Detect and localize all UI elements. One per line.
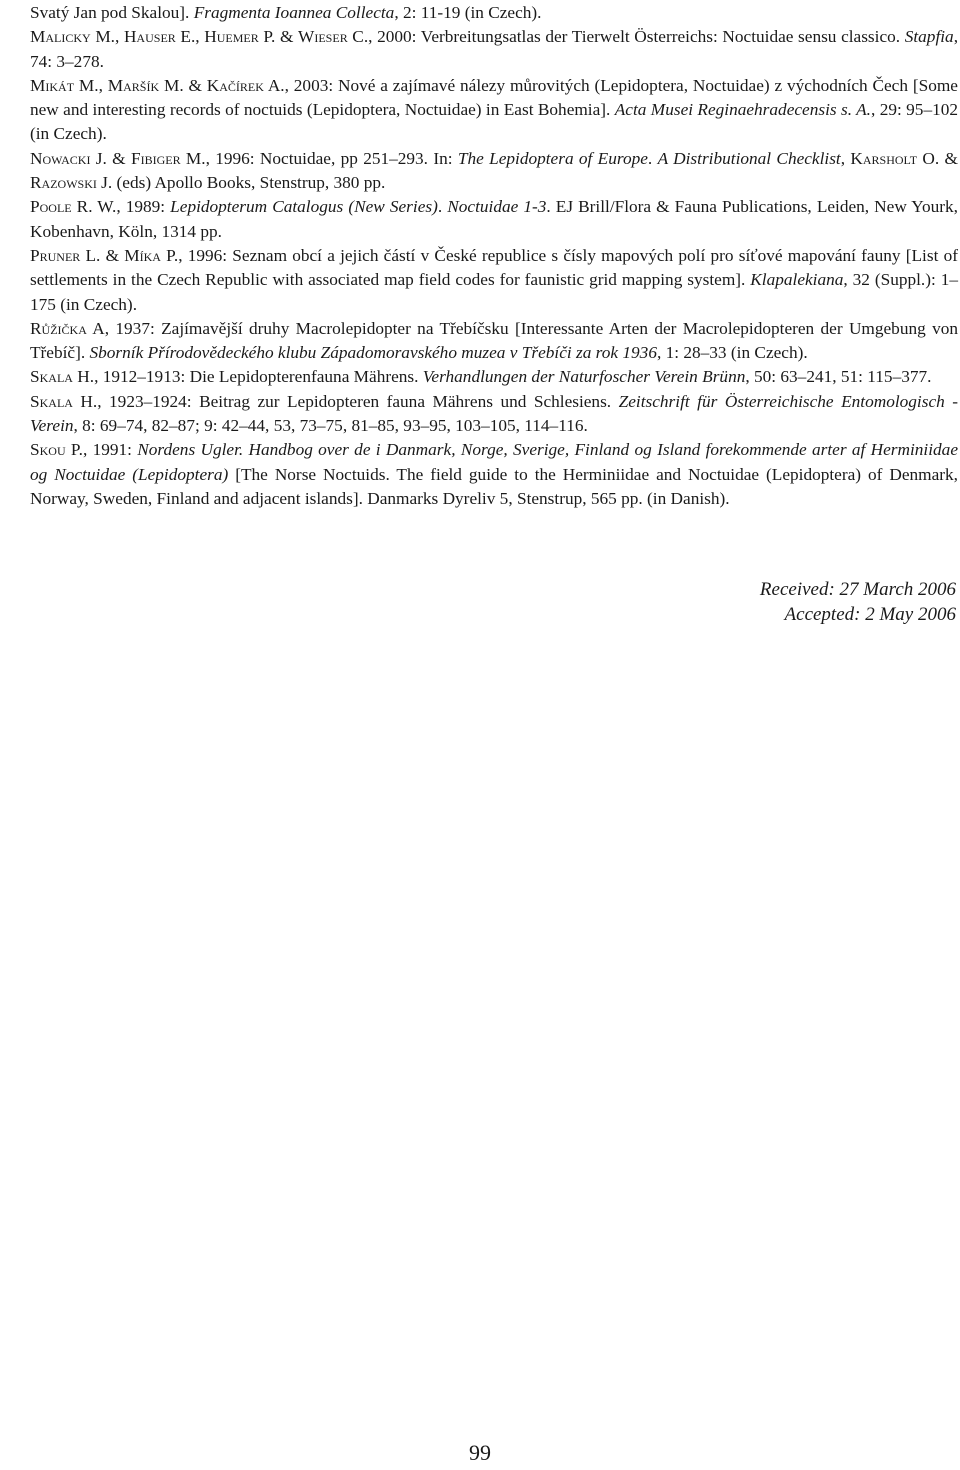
reference-text: , 50: 63–241, 51: 115–377.: [745, 367, 932, 387]
reference-text: , 1937: Zajímavější druhy Macrolepidopter na Třebíčsku [Interessante Arten der Macrolepidopteren der Umgebung von Třebíč].: [30, 318, 958, 363]
reference-text: ,: [115, 27, 124, 47]
reference-author: Karsholt O.: [850, 148, 940, 168]
reference-italic-text: The Lepidoptera of Europe: [457, 148, 648, 168]
reference-text: &: [183, 75, 207, 95]
submission-dates: [760, 578, 956, 627]
reference-text: , 32 (Suppl.): 1–175 (in Czech).: [30, 270, 959, 314]
reference-italic-text: Lepidopterum Catalogus (New Series): [170, 197, 438, 217]
reference-italic-text: Acta Musei Reginaehradecensis s. A.: [614, 100, 871, 120]
reference-text: , 29: 95–102 (in Czech).: [30, 100, 959, 144]
reference-text: &: [100, 245, 125, 265]
reference-entry: [30, 244, 958, 317]
reference-author: Skala H.: [30, 367, 95, 387]
page-number: 99: [469, 1440, 491, 1465]
reference-entry: [30, 317, 958, 366]
reference-author: Růžička A: [30, 318, 105, 338]
reference-italic-text: Noctuidae 1-3: [447, 197, 547, 217]
reference-text: , 2: 11-19 (in Czech).: [394, 3, 542, 22]
reference-italic-text: Verhandlungen der Naturfoscher Verein Brünn: [422, 367, 746, 387]
reference-text: &: [275, 27, 299, 47]
reference-text: ,: [840, 148, 851, 168]
reference-author: Wieser C.: [298, 27, 369, 47]
accepted-date: Accepted: 2 May 2006: [784, 603, 956, 625]
reference-author: Poole R. W.: [30, 197, 117, 217]
reference-author: Razowski J.: [30, 173, 113, 193]
reference-text: .: [437, 197, 448, 217]
reference-author: Pruner L.: [30, 245, 101, 265]
reference-text: .: [647, 148, 658, 168]
reference-text: , 1996: Seznam obcí a jejich částí v České republice s čísly mapových polí pro síťové mapování fauny [List of settlements in the Czech Republic with associated map field codes for faunistic grid mapping system].: [30, 245, 958, 290]
reference-italic-text: Sborník Přírodovědeckého klubu Západomoravského muzea v Třebíči za rok 1936: [89, 343, 657, 363]
reference-text: &: [939, 148, 959, 168]
reference-author: Kačírek A.: [206, 75, 285, 95]
reference-text: , 2000: Verbreitungsatlas der Tierwelt Österreichs: Noctuidae sensu classico.: [368, 27, 905, 47]
reference-author: Skou P.: [30, 440, 83, 460]
reference-text: , 1912–1913: Die Lepidopterenfauna Mährens.: [94, 367, 423, 387]
reference-italic-text: A Distributional Checklist: [657, 148, 841, 168]
reference-text: . EJ Brill/Flora & Fauna Publications, Leiden, New Yourk, Kobenhavn, Köln, 1314 pp.: [30, 197, 958, 241]
reference-text: [The Norse Noctuids. The field guide to the Herminiidae and Noctuidae (Lepidoptera) of Denmark, Norway, Sweden, Finland and adjacent islands]. Danmarks Dyreliv 5, Stenstrup, 565 pp. (in Danish).: [30, 464, 958, 508]
reference-author: Hauser E.: [123, 27, 196, 47]
reference-italic-text: Nordens Ugler. Handbog over de i Danmark, Norge, Sverige, Finland og Island forekommende arter af Herminiidae og Noctuidae (Lepidoptera): [30, 440, 958, 484]
reference-italic-text: Fragmenta Ioannea Collecta: [193, 3, 395, 22]
reference-list: [30, 1, 958, 511]
reference-entry: [30, 390, 958, 439]
reference-text: , 1996: Noctuidae, pp 251–293. In:: [205, 148, 458, 168]
reference-entry: [30, 438, 958, 511]
reference-author: Nowacki J.: [30, 148, 107, 168]
reference-text: , 1991:: [82, 440, 138, 460]
reference-text: , 8: 69–74, 82–87; 9: 42–44, 53, 73–75, 81–85, 93–95, 103–105, 114–116.: [73, 416, 588, 436]
reference-text: , 74: 3–278.: [30, 27, 959, 71]
reference-italic-text: Zeitschrift für Österreichische Entomologisch - Verein: [30, 391, 959, 436]
reference-author: Malicky M.: [30, 27, 115, 47]
reference-entry: [30, 25, 958, 74]
reference-text: , 2003: Nové a zajímavé nálezy můrovitých (Lepidoptera, Noctuidae) z východních Čech [Some new and interesting records of noctuids (Lepidoptera, Noctuidae) in East Bohemia].: [30, 75, 958, 120]
reference-author: Mikát M.: [30, 75, 99, 95]
received-date: Received: 27 March 2006: [759, 579, 956, 600]
reference-author: Skala H.: [30, 391, 98, 411]
reference-text: , 1: 28–33 (in Czech).: [656, 343, 808, 363]
reference-author: Míka P.: [124, 245, 179, 265]
reference-text: , 1923–1924: Beitrag zur Lepidopteren fauna Mährens und Schlesiens.: [97, 391, 619, 411]
reference-entry: [30, 147, 958, 196]
reference-author: Fibiger M.: [130, 148, 206, 168]
reference-text: Svatý Jan pod Skalou].: [30, 3, 194, 22]
reference-entry: [30, 1, 958, 25]
reference-text: , 1989:: [116, 197, 171, 217]
reference-author: Huemer P.: [204, 27, 276, 47]
page-body: [30, 0, 958, 511]
reference-text: (eds) Apollo Books, Stenstrup, 380 pp.: [112, 173, 386, 193]
reference-entry: [30, 365, 958, 389]
reference-italic-text: Stapfia: [904, 27, 954, 47]
reference-text: ,: [195, 27, 205, 47]
reference-entry: [30, 195, 958, 244]
reference-entry: [30, 74, 958, 147]
reference-text: &: [106, 148, 131, 168]
reference-text: ,: [98, 75, 108, 95]
reference-author: Maršík M.: [107, 75, 184, 95]
reference-italic-text: Klapalekiana: [750, 270, 844, 290]
